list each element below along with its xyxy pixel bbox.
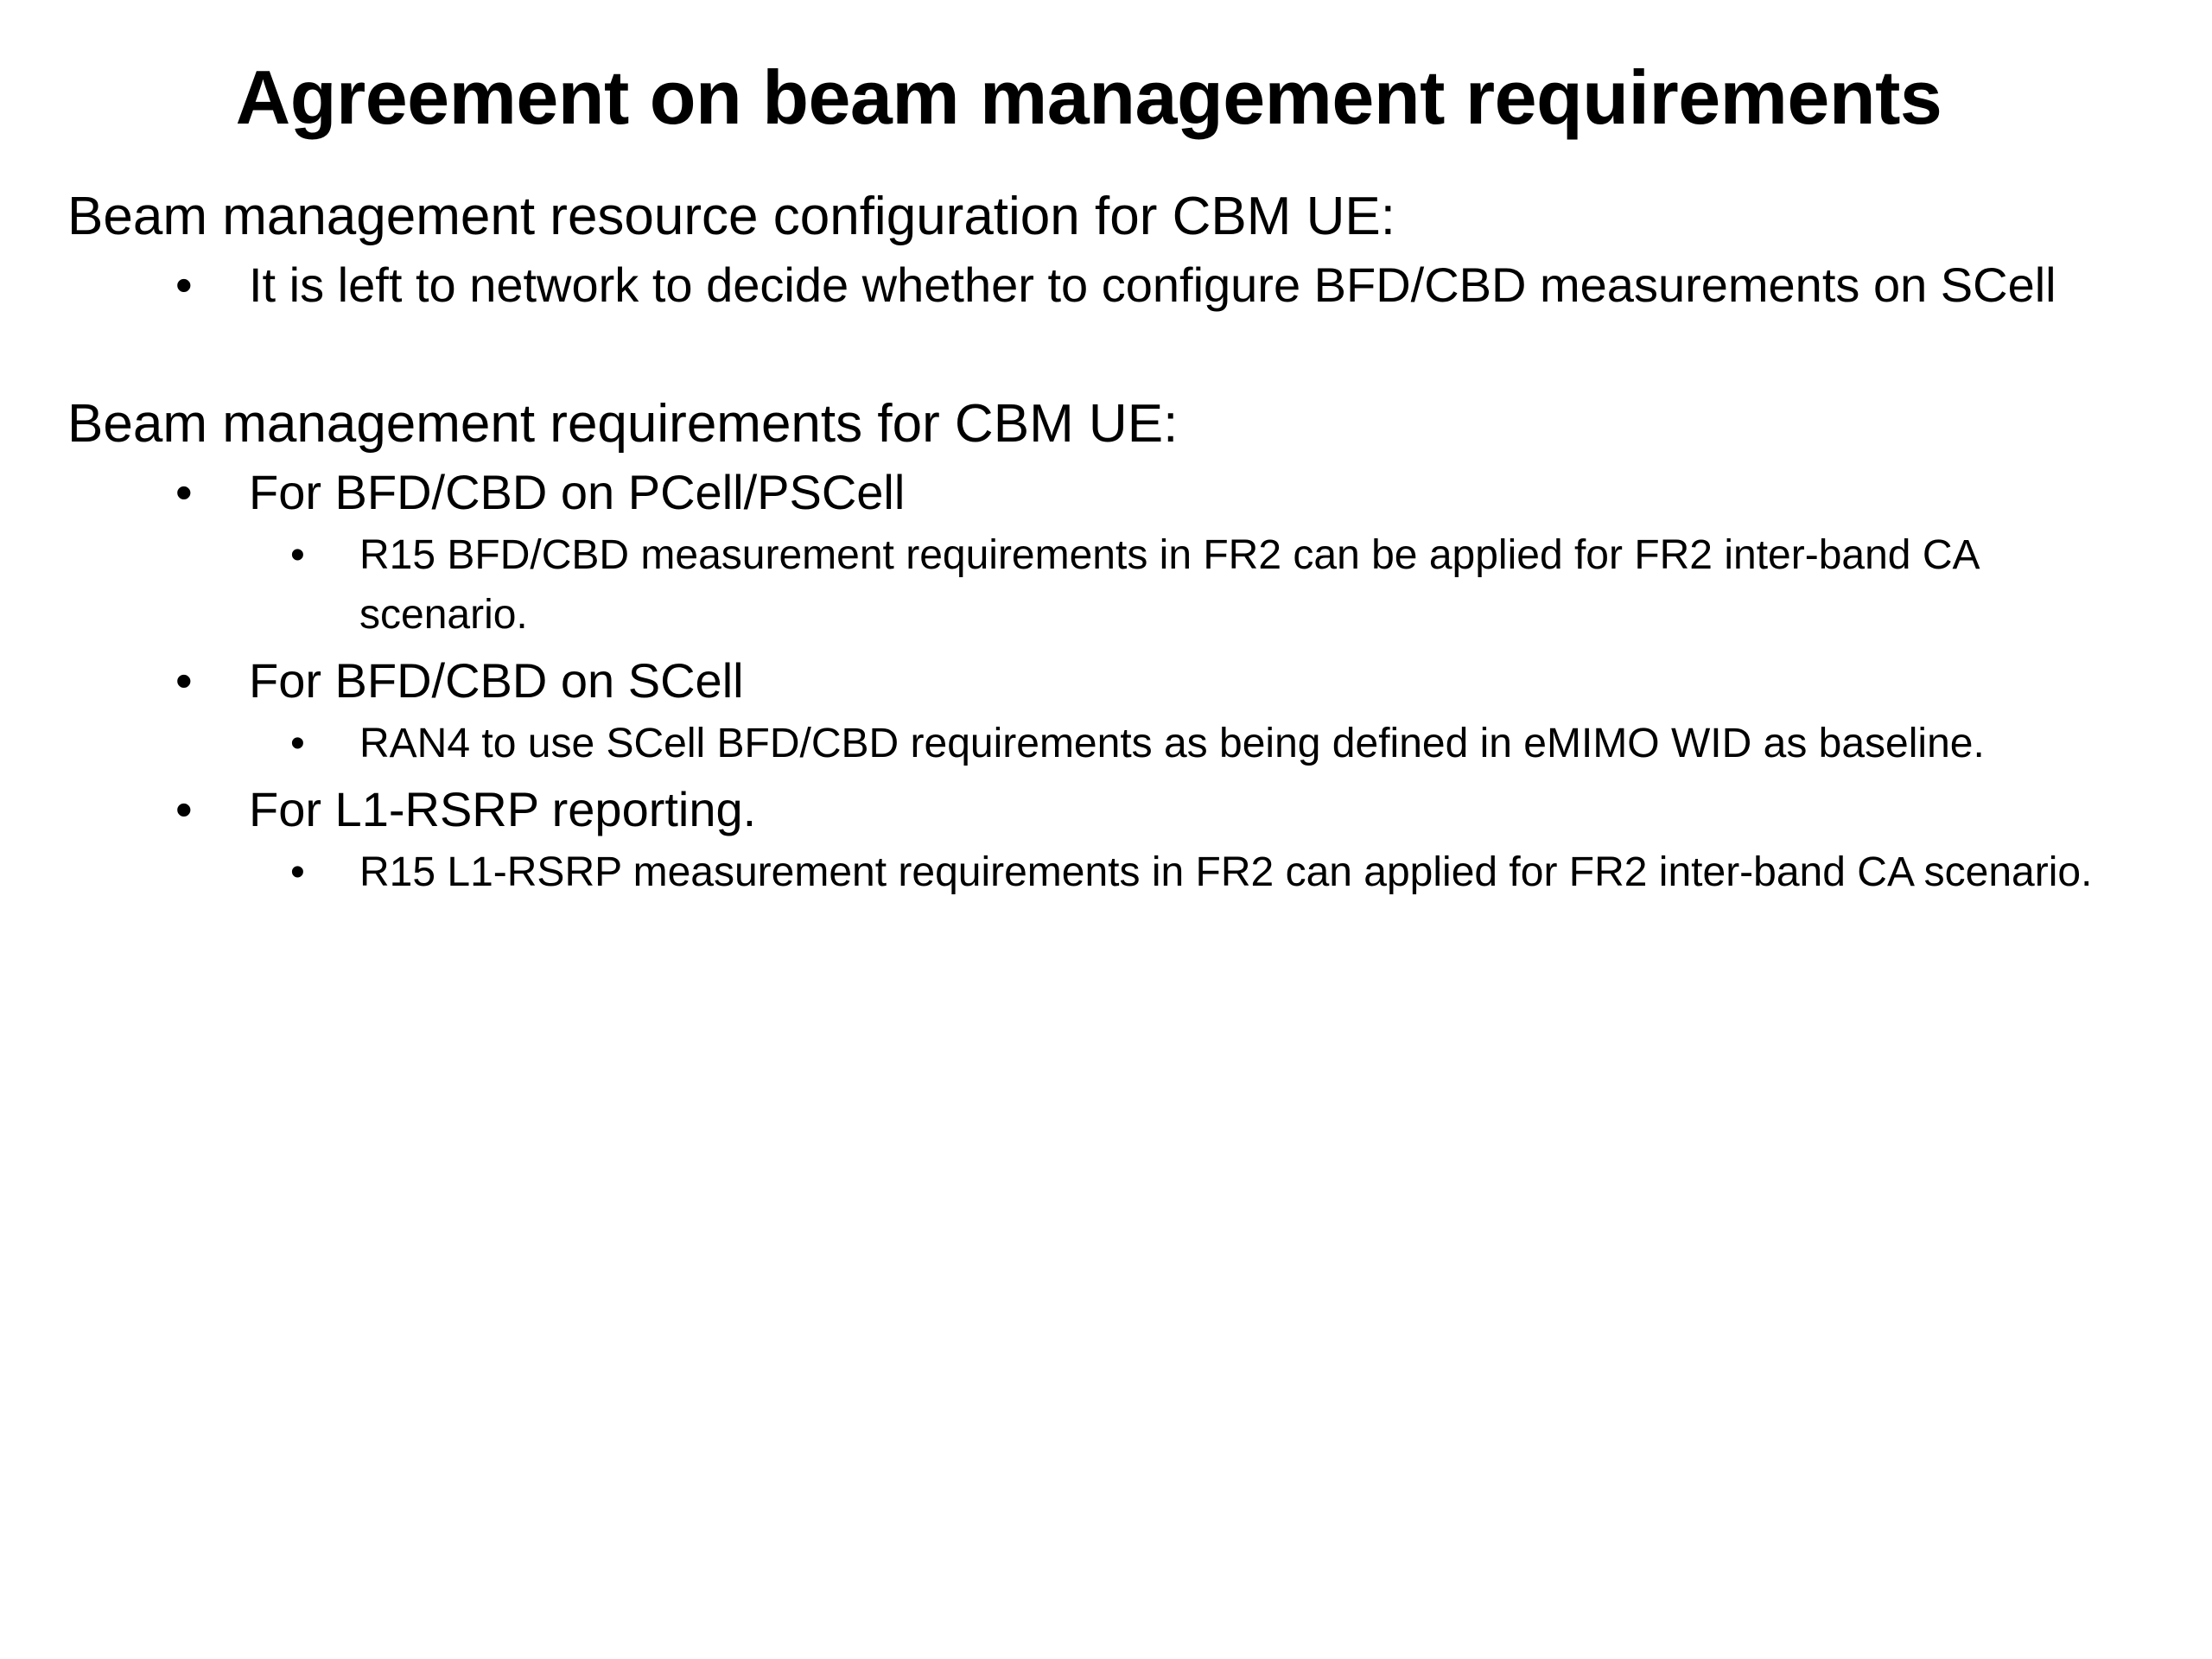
section-heading-requirements: Beam management requirements for CBM UE: (67, 394, 1179, 454)
bullet-icon: • (290, 849, 305, 895)
sub-bullet-item (67, 714, 2176, 773)
bullet-item (67, 777, 2176, 842)
section-heading-resource-config: Beam management resource configuration for CBM UE: (67, 187, 1395, 246)
bullet-item (67, 460, 2176, 525)
bullet-icon: • (175, 465, 193, 519)
sub-bullet-item (67, 525, 2176, 645)
bullet-icon: • (175, 782, 193, 836)
bullet-item (67, 252, 2176, 318)
bullet-item (67, 648, 2176, 714)
slide-content (67, 181, 2176, 902)
sub-bullet-text: RAN4 to use SCell BFD/CBD requirements as being defined in eMIMO WID as baseline. (359, 721, 1985, 766)
bullet-text: For BFD/CBD on PCell/PSCell (249, 465, 906, 519)
bullet-icon: • (290, 532, 305, 578)
bullet-text: For L1-RSRP reporting. (249, 782, 757, 836)
slide-title: Agreement on beam management requirements (235, 54, 1942, 140)
bullet-icon: • (175, 653, 193, 708)
sub-bullet-text: R15 BFD/CBD measurement requirements in FR2 can be applied for FR2 inter-band CA scenario. (359, 532, 1978, 638)
sub-bullet-text: R15 L1-RSRP measurement requirements in FR2 can applied for FR2 inter-band CA scenario. (359, 849, 2093, 895)
bullet-icon: • (290, 721, 305, 766)
bullet-icon: • (175, 257, 193, 312)
sub-bullet-item (67, 842, 2176, 902)
bullet-text: For BFD/CBD on SCell (249, 653, 744, 708)
bullet-text: It is left to network to decide whether to configure BFD/CBD measurements on SCell (249, 257, 2056, 312)
